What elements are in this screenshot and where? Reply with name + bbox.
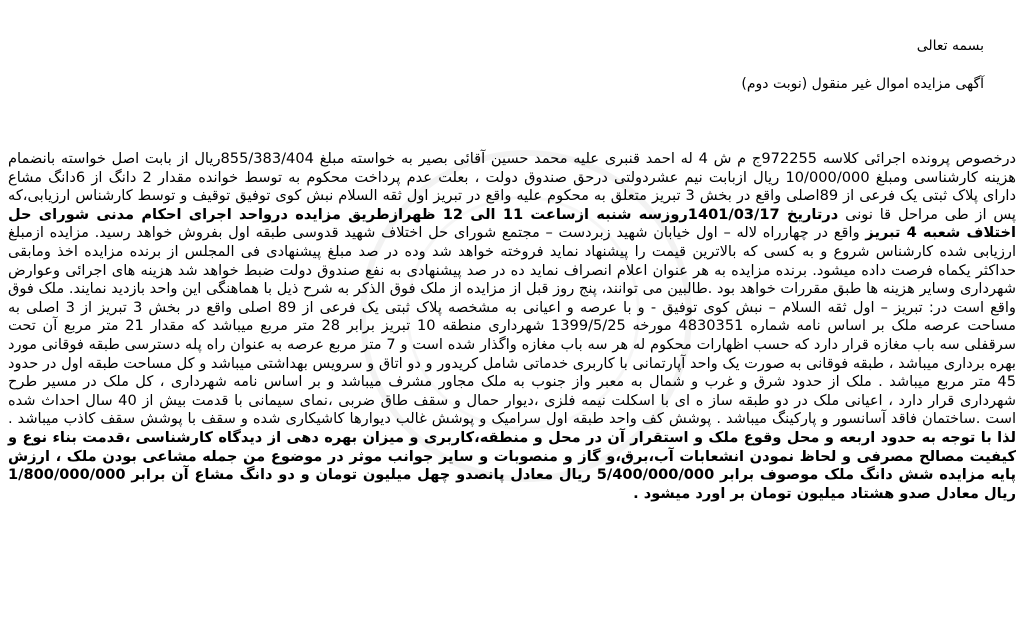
body-segment-1: درخصوص پرونده اجرائی کلاسه 972255ج م ش 4 له احمد قنبری علیه محمد حسین آقائی بصیر به خواسته مبلغ 855/383/404ریال از بابت اصل خواسته بانضمام هزینه کارشناسی ومبلغ 10/000/000 ریال ازبابت نیم عشردولتی درحق صندوق دولت ، بعلت عدم پرداخت محکوم به توسط خوانده مقدار 2 دانگ از 6دانگ مشاع دارای پلاک ثبتی یک فرعی از 89اصلی واقع در بخش 3 تبریز متعلق به محکوم علیه واقع در تبریز اول ثقه السلام نبش کوی توفیق توقیف و توسط کارشناس ارزیابی،که پس از طی مراحل قا نونی (8, 150, 1017, 223)
notice-paragraph (8, 150, 1016, 503)
auction-date-bold: درتاریخ 1401/03/17روزسه شنبه ازساعت 11 الی 12 ظهرازطریق مزایده درواحد اجرای احکام مدنی شورای حل اختلاف شعبه 4 تبریز (8, 205, 1017, 242)
valuation-bold: لذا با توجه به حدود اربعه و محل وقوع ملک و استقرار آن در محل و منطقه،کاربری و میزان بهره دهی از دیدگاه کارشناسی ،قدمت بناء نوع و کیفیت مصالح مصرفی و لحاظ نمودن انشعابات آب،برق،و گاز و منصوبات و سایر جوانب موثر در موضوع من جمله مشاعی بودن ملک ، ارزش پایه مزایده شش دانگ ملک موصوف برابر 5/400/000/000 ریال معادل پانصدو چهل میلیون تومان و دو دانگ مشاع آن برابر 1/800/000/000 ریال معادل صدو هشتاد میلیون تومان بر اورد میشود . (8, 428, 1016, 502)
body-segment-3: واقع در چهارراه لاله – اول خیابان شهید زبردست – مجتمع شورای حل اختلاف شهید قدوسی طبقه اول بفروش خواهد رسید. مزایده ازمبلغ ارزیابی شده کارشناس شروع و به کسی که بالاترین قیمت را پیشنهاد نماید فروخته خواهد شد وده در صد مبلغ پیشنهادی فی المجلس از برنده مزایده اخذ ومابقی حداکثر یکماه فرصت داده میشود. برنده مزایده به هر عنوان اعلام انصراف نماید ده در صد پیشنهادی به نفع صندوق دولت ضبط خواهد شد هزینه های اجرائی وعوارض شهرداری وسایر هزینه ها طبق مقررات خواهد بود .طالبین می توانند، پنج روز قبل از مزایده از ملک فوق الذکر به شرح ذیل با هماهنگی این واحد بازدید نمایند. ملک فوق واقع است در: تبریز – اول ثقه السلام – نبش کوی توفیق - و با عرصه و اعیانی به مشخصه پلاک ثبتی یک فرعی از 89 اصلی واقع در بخش 3 تبریز از 3 اصلی به مساحت عرصه ملک بر اساس نامه شماره 4830351 مورخه 1399/5/25 شهرداری منطقه 10 تبریز برابر 28 متر مربع میباشد که مقدار 21 متر مربع آن تحت سرقفلی سه باب مغازه قرار دارد که حسب اظهارات محکوم له هر سه باب مغازه واگذار شده است و 7 متر مربع عرصه به عنوان راه پله دسترسی طبقه فوقانی مورد بهره برداری میباشد ، طبقه فوقانی به صورت یک واحد آپارتمانی با کاربری خدماتی شامل کریدور و دو اتاق و سرویس بهداشتی میباشد و کل مساحت طبقه اول در حدود 45 متر مربع میباشد . ملک از حدود شرق و غرب و شمال به معبر واز جنوب به ملک مجاور مشرف میباشد و بر اساس نامه شهرداری ، کل ملک در مسیر طرح شهرداری قرار دارد ، اعیانی ملک در دو طبقه ساز ه ای با اسکلت نیمه فلزی ،دیوار حمال و سقف طاق ضربی ،نمای سیمانی با قدمت بیش از 40 سال احداث شده است .ساختمان فاقد آسانسور و پارکینگ میباشد . پوشش کف واحد طبقه اول سرامیک و پوشش غالب دیوارها کاشیکاری شده و سقف با پوشش سقف کاذب میباشد . (8, 224, 1016, 428)
notice-title: آگهی مزایده اموال غیر منقول (نوبت دوم) (741, 76, 984, 92)
header (741, 38, 984, 92)
bismillah-heading: بسمه تعالی (916, 38, 984, 54)
notice-body (8, 150, 1016, 503)
